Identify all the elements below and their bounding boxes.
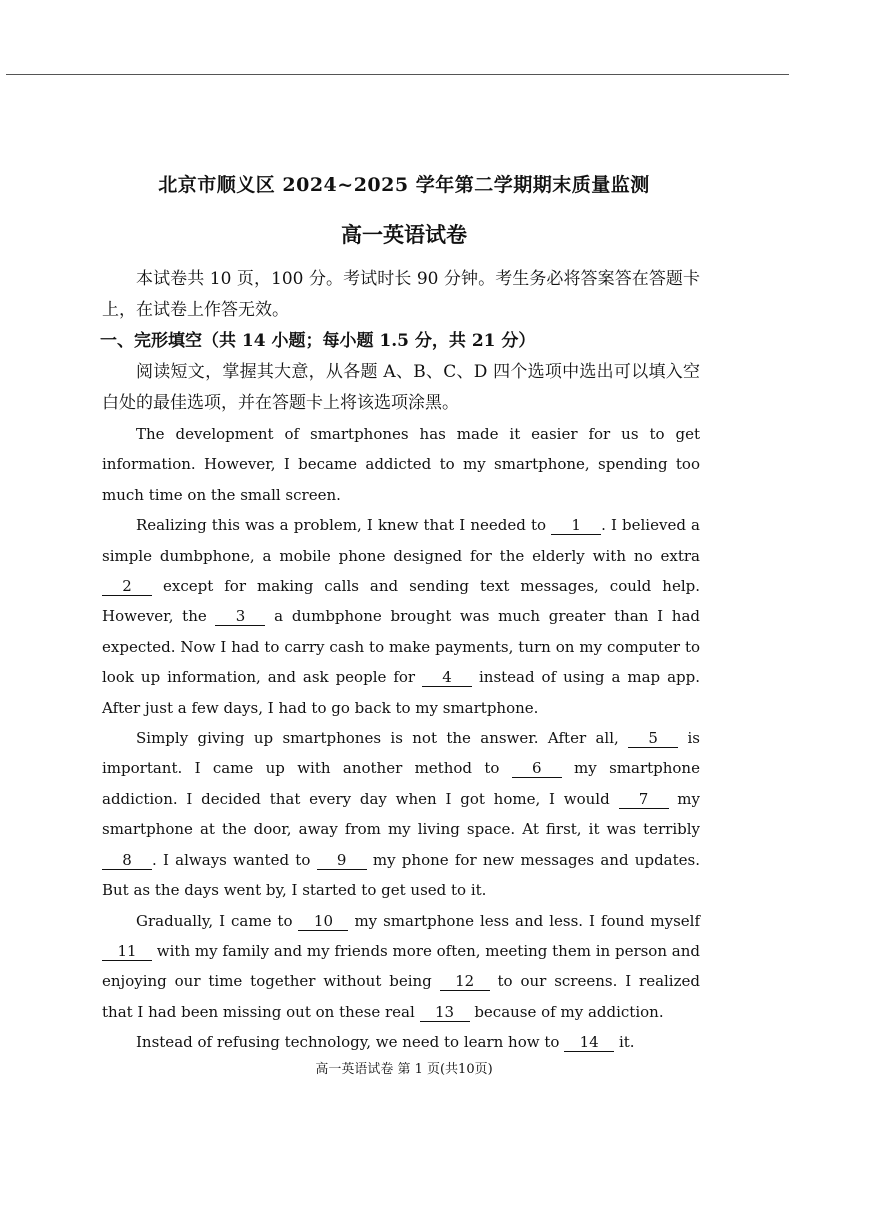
text-segment: Realizing this was a problem, I knew that I needed to bbox=[136, 516, 552, 535]
blank-12: 12 bbox=[440, 973, 490, 991]
text-segment: is important. I came up with another method to bbox=[102, 729, 700, 778]
top-rule bbox=[6, 74, 789, 75]
passage-paragraph-3 bbox=[102, 723, 700, 905]
text-segment: my phone for new messages and updates. But as the days went by, I started to get used to it. bbox=[102, 850, 700, 900]
exam-body bbox=[102, 264, 700, 1058]
blank-2: 2 bbox=[102, 578, 152, 596]
text-segment: my smartphone addiction. I decided that every day when I got home, I would bbox=[102, 759, 700, 808]
page-footer: 高一英语试卷 第 1 页(共10页) bbox=[315, 1062, 493, 1077]
blank-1: 1 bbox=[551, 517, 601, 535]
blank-9: 9 bbox=[317, 852, 367, 870]
text-segment: . I always wanted to bbox=[152, 850, 317, 869]
blank-3: 3 bbox=[215, 608, 265, 626]
text-segment: except for making calls and sending text messages, could help. However, the bbox=[102, 577, 700, 626]
text-segment: to our screens. I realized that I had been missing out on these real bbox=[102, 972, 700, 1021]
text-segment: a dumbphone brought was much greater than I had expected. Now I had to carry cash to make payments, turn on my computer to look up information, and ask people for bbox=[102, 607, 701, 687]
text-segment: because of my addiction. bbox=[469, 1002, 664, 1021]
passage-paragraph-2 bbox=[102, 510, 700, 723]
blank-11: 11 bbox=[102, 943, 152, 961]
text-segment: it. bbox=[614, 1033, 635, 1052]
blank-14: 14 bbox=[564, 1034, 614, 1052]
blank-10: 10 bbox=[298, 913, 348, 931]
text-segment: my smartphone less and less. I found myself bbox=[348, 911, 700, 930]
text-segment: my smartphone at the door, away from my living space. At first, it was terribly bbox=[102, 789, 700, 839]
blank-7: 7 bbox=[619, 791, 669, 809]
passage-paragraph-5 bbox=[102, 1027, 700, 1057]
blank-8: 8 bbox=[102, 852, 152, 870]
exam-title: 北京市顺义区 2024~2025 学年第二学期期末质量监测 bbox=[158, 174, 650, 196]
text-segment: . I believed a simple dumbphone, a mobile phone designed for the elderly with no extra bbox=[102, 516, 700, 565]
blank-6: 6 bbox=[512, 760, 562, 778]
exam-instructions: 本试卷共 10 页，100 分。考试时长 90 分钟。考生务必将答案答在答题卡上，在试卷上作答无效。 bbox=[102, 269, 700, 320]
text-segment: Instead of refusing technology, we need to learn how to bbox=[136, 1033, 565, 1052]
passage-paragraph-4 bbox=[102, 906, 700, 1028]
section-direction: 阅读短文，掌握其大意，从各题 A、B、C、D 四个选项中选出可以填入空白处的最佳选项，并在答题卡上将该选项涂黑。 bbox=[102, 362, 700, 413]
section-heading: 一、完形填空（共 14 小题；每小题 1.5 分，共 21 分） bbox=[100, 331, 536, 351]
passage-paragraph-1: The development of smartphones has made it easier for us to get information. However, I became addicted to my smartphone, spending too much time on the small screen. bbox=[102, 425, 700, 504]
blank-4: 4 bbox=[422, 669, 472, 687]
blank-5: 5 bbox=[628, 730, 678, 748]
blank-13: 13 bbox=[420, 1004, 470, 1022]
text-segment: with my family and my friends more often, meeting them in person and enjoying our time together without being bbox=[102, 941, 700, 991]
text-segment: Simply giving up smartphones is not the answer. After all, bbox=[136, 729, 629, 748]
text-segment: instead of using a map app. After just a few days, I had to go back to my smartphone. bbox=[102, 668, 700, 717]
subject-title: 高一英语试卷 bbox=[341, 222, 467, 247]
text-segment: Gradually, I came to bbox=[136, 911, 299, 930]
